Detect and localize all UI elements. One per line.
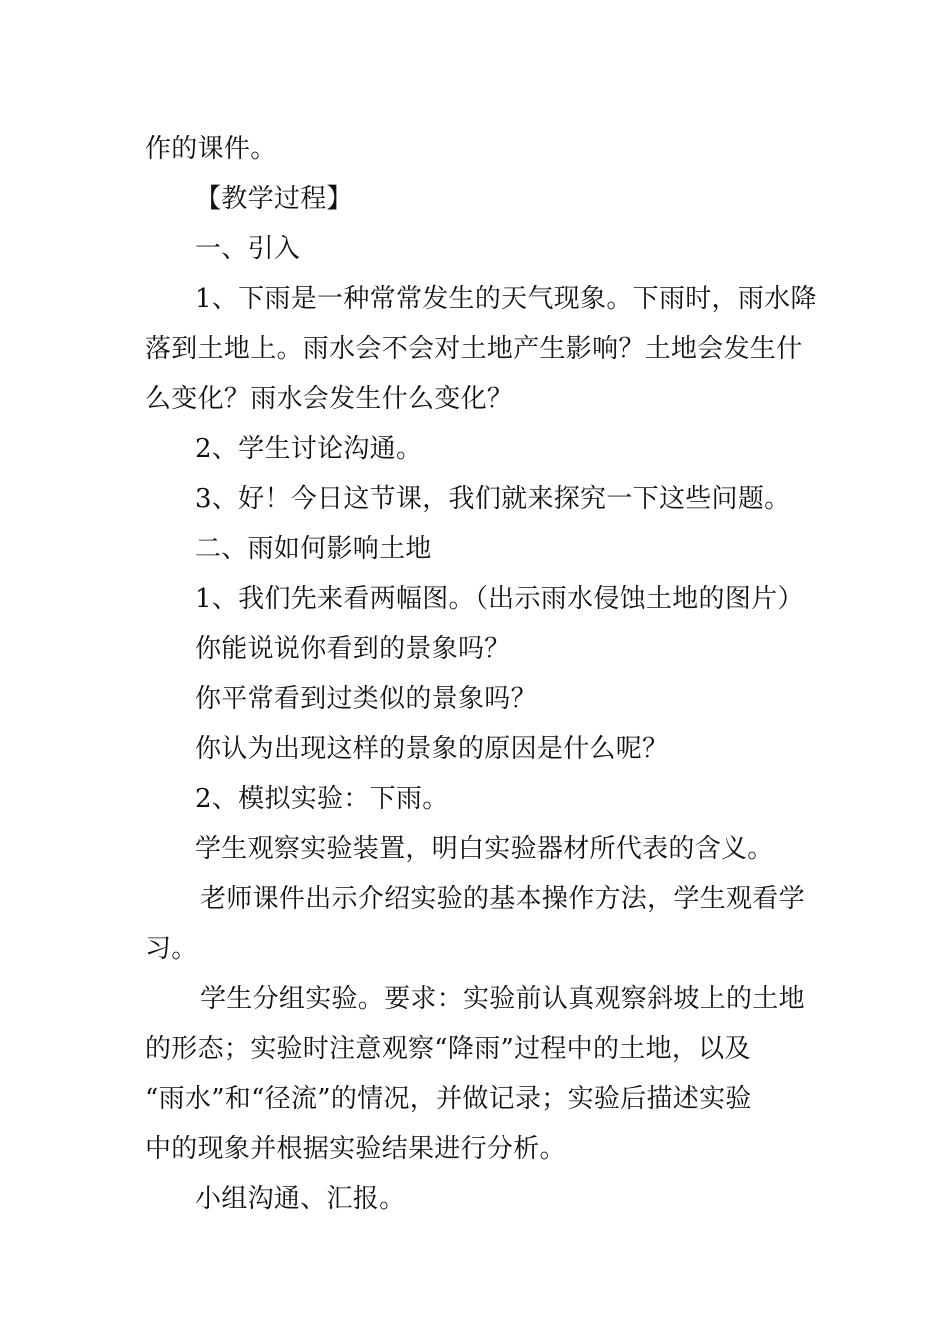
section-heading: 二、雨如何影响土地 — [195, 534, 432, 564]
paragraph-line: 小组沟通、汇报。 — [195, 1184, 406, 1214]
paragraph-line: 落到土地上。雨水会不会对土地产生影响？土地会发生什 — [145, 334, 803, 364]
paragraph-line: 2、模拟实验：下雨。 — [195, 784, 449, 814]
paragraph-line: “雨水”和“径流”的情况，并做记录；实验后描述实验 — [145, 1084, 752, 1114]
paragraph-line: 作的课件。 — [145, 134, 277, 164]
paragraph-line: 学生分组实验。要求：实验前认真观察斜坡上的土地 — [200, 984, 805, 1014]
paragraph-line: 习。 — [145, 934, 198, 964]
paragraph-line: 2、学生讨论沟通。 — [195, 434, 423, 464]
paragraph-line: 你认为出现这样的景象的原因是什么呢？ — [195, 734, 669, 764]
paragraph-line: 的形态；实验时注意观察“降雨”过程中的土地，以及 — [145, 1034, 751, 1064]
paragraph-line: 你能说说你看到的景象吗？ — [195, 634, 511, 664]
paragraph-line: 3、好！今日这节课，我们就来探究一下这些问题。 — [195, 484, 791, 514]
paragraph-line: 学生观察实验装置，明白实验器材所代表的含义。 — [195, 834, 774, 864]
section-heading: 【教学过程】 — [195, 184, 353, 214]
paragraph-line: 老师课件出示介绍实验的基本操作方法，学生观看学 — [200, 884, 805, 914]
paragraph-line: 么变化？雨水会发生什么变化？ — [145, 384, 514, 414]
section-heading: 一、引入 — [195, 234, 301, 264]
paragraph-line: 1、下雨是一种常常发生的天气现象。下雨时，雨水降 — [195, 284, 817, 314]
paragraph-line: 中的现象并根据实验结果进行分析。 — [145, 1134, 566, 1164]
paragraph-line: 1、我们先来看两幅图。（出示雨水侵蚀土地的图片） — [195, 584, 804, 614]
paragraph-line: 你平常看到过类似的景象吗？ — [195, 684, 537, 714]
